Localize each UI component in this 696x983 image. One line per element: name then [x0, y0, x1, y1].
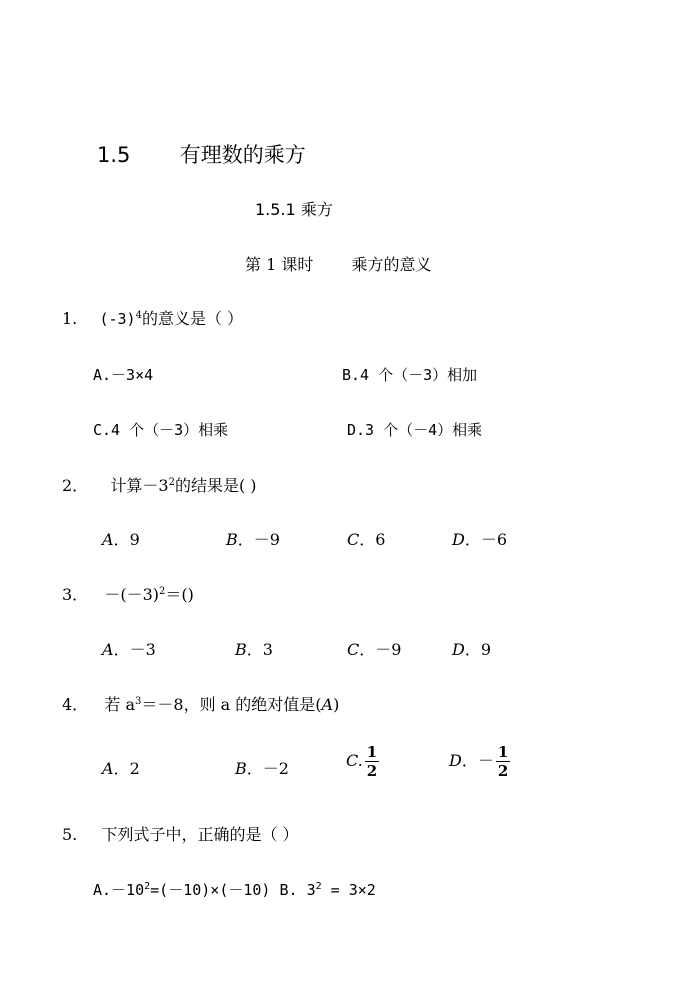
question-1 [62, 311, 243, 327]
q2-option-a: A．9 [102, 530, 140, 549]
q4-option-d: D．－ $\frac{1}{2}$ [449, 743, 509, 780]
q4-pre: 若 a [104, 695, 136, 714]
q3-option-a: A．－3 [102, 640, 156, 659]
q1-option-b: B.4 个（－3）相加 [342, 366, 478, 384]
q5-options [93, 883, 376, 898]
q2-option-d: D．－6 [452, 530, 508, 549]
q5-option-b: B. $3^2 = 3\times 2$ [279, 881, 376, 899]
title-text: 有理数的乘方 [179, 143, 306, 167]
q4-d-fraction: $\frac{1}{2}$ [497, 743, 509, 780]
title-number: 1.5 [97, 143, 131, 167]
q4-option-c: C. $\frac{1}{2}$ [346, 743, 378, 780]
question-5 [62, 827, 299, 843]
lesson-heading [245, 257, 432, 273]
q4-number: 4． [62, 695, 89, 714]
q3-option-d: D．9 [452, 640, 492, 659]
q1-option-a: A.－3×4 [93, 366, 154, 384]
q4-answer: A [321, 695, 334, 714]
q4-option-a: A．2 [102, 759, 140, 778]
lesson-label: 第 1 课时 [245, 255, 314, 274]
lesson-text: 乘方的意义 [351, 255, 432, 274]
page-title [97, 145, 306, 166]
question-4 [62, 697, 339, 713]
q3-post: ＝() [165, 585, 194, 604]
q4-mid: ＝－8，则 a 的绝对值是( [141, 695, 322, 714]
q1-option-c: C.4 个（－3）相乘 [93, 421, 229, 439]
q1-number: 1. [62, 309, 78, 328]
q2-exponent: 2 [168, 477, 175, 488]
q3-exponent: 2 [159, 586, 166, 597]
q5-number: 5. [62, 825, 78, 844]
question-3 [62, 587, 194, 603]
q4-option-b: B．－2 [235, 759, 289, 778]
subtitle-number: 1.5.1 [255, 200, 296, 219]
q1-text: 的意义是（ ） [141, 309, 244, 328]
section-subtitle [255, 202, 333, 218]
q5-text: 下列式子中，正确的是（ ） [101, 825, 299, 844]
q4-c-fraction: $\frac{1}{2}$ [366, 743, 378, 780]
q2-pre: 计算－3 [110, 476, 169, 495]
q2-option-c: C．6 [347, 530, 386, 549]
q3-option-b: B．3 [235, 640, 273, 659]
q3-option-c: C．－9 [347, 640, 402, 659]
q4-exponent: 3 [135, 696, 142, 707]
q3-pre: －(－3) [104, 585, 160, 604]
q4-post: ) [333, 695, 340, 714]
q2-post: 的结果是( ) [174, 476, 257, 495]
question-2 [62, 478, 257, 494]
q2-number: 2． [62, 476, 89, 495]
q3-number: 3． [62, 585, 89, 604]
q1-exponent: 4 [135, 310, 142, 321]
subtitle-text: 乘方 [300, 200, 333, 219]
q2-option-b: B．－9 [226, 530, 280, 549]
q1-base: (-3) [99, 310, 136, 328]
q5-option-a: $A.-10^2=(-10)\times(-10)$ [93, 881, 271, 899]
q1-option-d: D.3 个（－4）相乘 [347, 421, 483, 439]
